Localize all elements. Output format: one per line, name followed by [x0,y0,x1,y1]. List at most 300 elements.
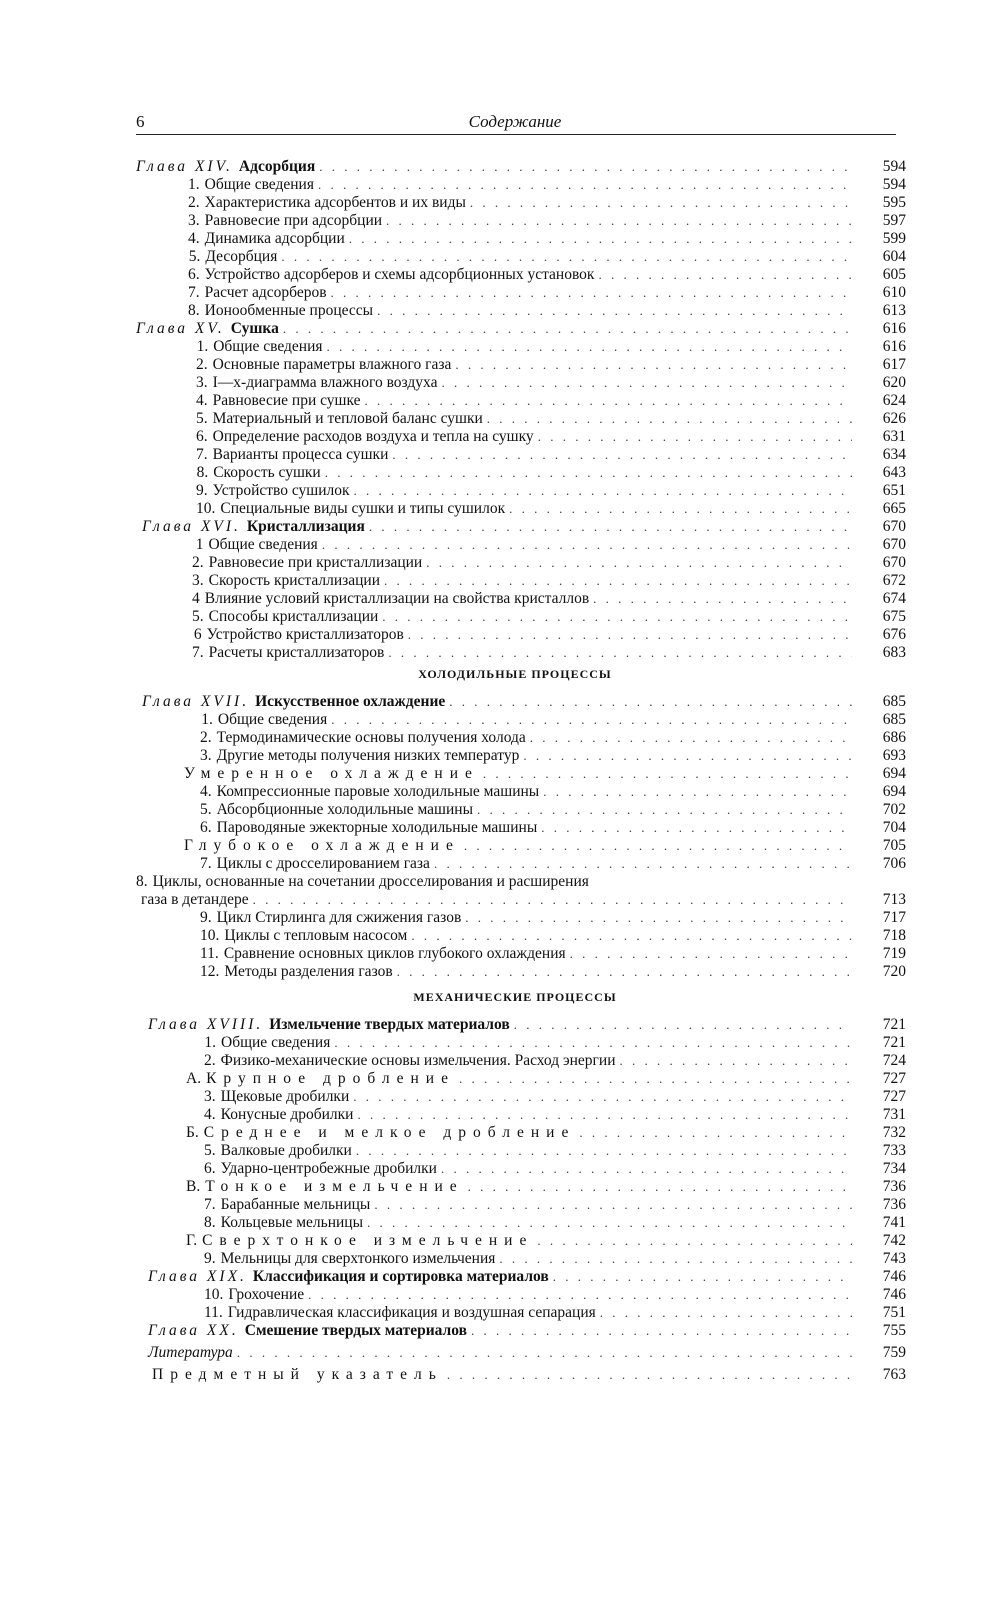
entry-title: Щековые дробилки [220,1088,350,1105]
page-number-ref: 721 [882,1034,906,1051]
subsection-letter: А. [186,1070,202,1087]
item-number: 11. [200,945,219,962]
toc-entry[interactable] [192,572,906,590]
page-number-ref: 674 [882,590,906,607]
dot-leader [369,518,852,536]
page-number-ref: 731 [882,1106,906,1123]
page-number-ref: 675 [882,608,906,625]
toc-entry[interactable] [196,374,906,392]
toc-entry[interactable] [196,338,906,356]
item-number: 3. [192,572,204,589]
dot-leader [434,855,852,873]
chapter-label: Глава XX. [148,1322,239,1339]
entry-title: Определение расходов воздуха и тепла на сушку [212,428,534,445]
entry-title: Расчет адсорберов [204,284,327,301]
dot-leader [530,729,852,747]
entry-title: Валковые дробилки [220,1142,352,1159]
chapter-title: Искусственное охлаждение [255,693,446,710]
entry-title: Сверхтонкое измельчение [202,1232,534,1249]
page-number-ref: 741 [882,1214,906,1231]
chapter-label: Глава XIX. [148,1268,247,1285]
item-number: 4. [200,783,212,800]
page-number-ref: 705 [882,837,906,854]
toc-entry[interactable] [152,1366,906,1384]
toc-entry[interactable] [196,392,906,410]
item-number: 9. [196,482,208,499]
entry-title: Крупное дробление [206,1070,455,1087]
page-number-ref: 670 [882,536,906,553]
toc-entry[interactable] [188,248,906,266]
toc-entry[interactable] [192,608,906,626]
entry-title: Умеренное охлаждение [184,765,479,782]
item-number: 7. [204,1196,216,1213]
item-number: 6. [188,266,200,283]
dot-leader [356,1142,852,1160]
entry-title: Тонкое измельчение [205,1178,464,1195]
toc-entry[interactable] [148,1344,906,1362]
section-heading-mechanical: МЕХАНИЧЕСКИЕ ПРОЦЕССЫ [413,990,617,1004]
item-number: 2. [192,554,204,571]
page-number-ref: 755 [882,1322,906,1339]
item-number: 4. [188,230,200,247]
toc-entry[interactable] [204,1196,906,1214]
entry-title: Предметный указатель [152,1366,443,1383]
page-number-ref: 719 [882,945,906,962]
chapter-title: Смешение твердых материалов [244,1322,467,1339]
page-number-ref: 594 [882,158,906,175]
dot-leader [382,608,852,626]
page-number-ref: 643 [882,464,906,481]
dot-leader [308,1286,852,1304]
toc-entry[interactable] [204,1250,906,1268]
item-number: 11. [204,1304,223,1321]
item-number: 3. [204,1088,216,1105]
item-number: 2. [188,194,200,211]
entry-title: Общие сведения [213,338,323,355]
toc-entry[interactable] [196,500,906,518]
dot-leader [447,1366,852,1384]
subsection-letter: Б. [186,1124,199,1141]
page-number-ref: 597 [882,212,906,229]
toc-entry[interactable] [142,693,906,711]
toc-entry[interactable] [136,158,906,176]
page-number-ref: 665 [882,500,906,517]
page-number-ref: 694 [882,783,906,800]
entry-title: Влияние условий кристаллизации на свойства кристаллов [204,590,590,607]
dot-leader [468,1178,852,1196]
page-number-ref: 724 [882,1052,906,1069]
entry-title: Ионообменные процессы [204,302,374,319]
dot-leader [441,374,852,392]
page-number-ref: 604 [882,248,906,265]
page-number-ref: 613 [882,302,906,319]
entry-title: Пароводяные эжекторные холодильные машины [216,819,538,836]
dot-leader [459,1070,852,1088]
toc-entry[interactable] [200,711,906,729]
entry-title: Глубокое охлаждение [184,837,460,854]
toc-entry[interactable] [200,747,906,765]
item-number: 12. [200,963,220,980]
page-number-ref: 702 [882,801,906,818]
entry-title: I—x-диаграмма влажного воздуха [212,374,438,391]
dot-leader [600,1304,852,1322]
entry-title: Конусные дробилки [220,1106,354,1123]
entry-title: Физико-механические основы измельчения. Расход энергии [220,1052,616,1069]
chapter-label: Глава XV. [136,320,225,337]
toc-entry[interactable] [204,1286,906,1304]
item-number: 1. [196,338,209,355]
page-number-ref: 694 [882,765,906,782]
dot-leader [408,626,852,644]
toc-entry[interactable] [188,302,906,320]
dot-leader [598,266,852,284]
toc-entry[interactable] [196,482,906,500]
entry-title: Другие методы получения низких температур [216,747,520,764]
toc-entry[interactable] [204,1088,906,1106]
item-number: 9. [200,909,212,926]
toc-entry[interactable] [200,945,906,963]
entry-title: Гидравлическая классификация и воздушная сепарация [227,1304,596,1321]
item-number: 10. [196,500,216,517]
item-number: 4. [204,1106,216,1123]
dot-leader [426,554,852,572]
page-number-ref: 717 [882,909,906,926]
dot-leader [449,693,852,711]
entry-title: Скорость кристаллизации [208,572,381,589]
page-number: 6 [136,112,145,131]
toc-entry[interactable] [136,873,906,891]
dot-leader [331,284,852,302]
page-number-ref: 704 [882,819,906,836]
entry-title: Общие сведения [208,536,318,553]
item-number: 4. [196,392,208,409]
toc-entry[interactable] [148,1268,906,1286]
entry-title: Циклы с тепловым насосом [224,927,408,944]
chapter-title: Классификация и сортировка материалов [252,1268,549,1285]
toc-entry[interactable] [200,819,906,837]
entry-title: Ударно-центробежные дробилки [220,1160,437,1177]
chapter-title: Сушка [230,320,279,337]
toc-entry[interactable] [196,464,906,482]
dot-leader [620,1052,852,1070]
entry-title: Циклы с дросселированием газа [216,855,430,872]
toc-entry[interactable] [186,1232,906,1250]
dot-leader [253,891,852,909]
entry-title: Основные параметры влажного газа [212,356,452,373]
entry-title: Среднее и мелкое дробление [203,1124,576,1141]
item-number: 1. [201,711,213,728]
item-number: 5. [200,801,212,818]
dot-leader [487,410,852,428]
toc-entry[interactable] [200,963,906,981]
item-number: 8. [196,464,209,481]
page-number-ref: 686 [882,729,906,746]
entry-title: Устройство адсорберов и схемы адсорбционных установок [204,266,595,283]
toc-entry[interactable] [196,356,906,374]
toc-entry[interactable] [192,590,906,608]
item-number: 8. [188,302,200,319]
page-number-ref: 727 [882,1088,906,1105]
toc-entry[interactable] [188,266,906,284]
dot-leader [374,1196,852,1214]
dot-leader [397,963,852,981]
item-number: 7. [200,855,212,872]
page-number-ref: 693 [882,747,906,764]
page-number-ref: 732 [882,1124,906,1141]
page-number-ref: 670 [882,518,906,535]
entry-title: Мельницы для сверхтонкого измельчения [220,1250,496,1267]
item-number: 1. [188,176,200,193]
item-number: 1. [204,1034,216,1051]
entry-title: Литература [148,1344,233,1361]
entry-title: Кольцевые мельницы [220,1214,363,1231]
page-number-ref: 727 [882,1070,906,1087]
toc-entry[interactable] [196,428,906,446]
dot-leader [543,783,852,801]
page-number-ref: 743 [882,1250,906,1267]
item-number: 6. [204,1160,216,1177]
dot-leader [281,248,852,266]
entry-title: Характеристика адсорбентов и их виды [204,194,466,211]
dot-leader [365,392,852,410]
page-number-ref: 759 [882,1344,906,1361]
page-number-ref: 751 [882,1304,906,1321]
toc-entry[interactable] [200,927,906,945]
dot-leader [470,194,852,212]
toc-entry[interactable] [192,644,906,662]
page-number-ref: 616 [882,338,906,355]
entry-title: Специальные виды сушки и типы сушилок [220,500,506,517]
item-number: 6. [196,428,208,445]
dot-leader [349,230,852,248]
page-number-ref: 620 [882,374,906,391]
toc-entry[interactable] [186,1178,906,1196]
item-number: 5. [188,248,201,265]
subsection-letter: В. [186,1178,201,1195]
dot-leader [334,1034,852,1052]
entry-title: Материальный и тепловой баланс сушки [212,410,483,427]
page-number-ref: 734 [882,1160,906,1177]
item-number: 7. [188,284,200,301]
page-number-ref: 595 [882,194,906,211]
toc-entry[interactable] [200,729,906,747]
page-number-ref: 746 [882,1268,906,1285]
item-number: 4 [192,590,200,607]
toc-entry-continuation[interactable] [141,891,906,909]
page-number-ref: 736 [882,1178,906,1195]
dot-leader [392,446,852,464]
chapter-label: Глава XVI. [142,518,241,535]
dot-leader [553,1268,852,1286]
chapter-label: Глава XVIII. [148,1016,264,1033]
toc-entry[interactable] [136,320,906,338]
dot-leader [541,819,852,837]
page-number-ref: 713 [882,891,906,908]
dot-leader [357,1106,852,1124]
toc-entry[interactable] [200,909,906,927]
toc-entry[interactable] [204,1106,906,1124]
toc-entry[interactable] [188,194,906,212]
item-number: 6. [200,819,212,836]
chapter-label: Глава XVII. [142,693,250,710]
dot-leader [237,1344,852,1362]
item-number: 2. [200,729,212,746]
dot-leader [509,500,852,518]
chapter-title: Адсорбция [238,158,316,175]
toc-entry[interactable] [184,837,906,855]
toc-entry[interactable] [188,176,906,194]
page-number-ref: 624 [882,392,906,409]
entry-title: Общие сведения [221,1034,331,1051]
toc-entry[interactable] [148,1322,906,1340]
page-number-ref: 746 [882,1286,906,1303]
chapter-label: Глава XIV. [136,158,233,175]
toc-entry[interactable] [184,765,906,783]
dot-leader [538,428,852,446]
dot-leader [514,1016,852,1034]
page-number-ref: 742 [882,1232,906,1249]
entry-title: Методы разделения газов [224,963,393,980]
page-number-ref: 610 [882,284,906,301]
dot-leader [386,212,852,230]
toc-entry[interactable] [200,801,906,819]
dot-leader [455,356,852,374]
item-number: 5. [192,608,204,625]
item-number: 3. [200,747,212,764]
item-number: 5. [204,1142,216,1159]
entry-title: Равновесие при адсорбции [204,212,383,229]
entry-title: Способы кристаллизации [208,608,379,625]
page-number-ref: 651 [882,482,906,499]
header-rule [136,134,896,135]
page-number-ref: 718 [882,927,906,944]
dot-leader [327,338,852,356]
entry-title: газа в детандере [141,891,249,908]
toc-entry[interactable] [192,554,906,572]
page-number-ref: 605 [882,266,906,283]
dot-leader [537,1232,852,1250]
dot-leader [325,464,852,482]
page-number-ref: 733 [882,1142,906,1159]
page-number-ref: 626 [882,410,906,427]
toc-entry[interactable] [200,855,906,873]
item-number: 7. [196,446,208,463]
page-number-ref: 720 [882,963,906,980]
section-heading-refrigeration: ХОЛОДИЛЬНЫЕ ПРОЦЕССЫ [418,667,612,681]
page-number-ref: 670 [882,554,906,571]
dot-leader [579,1124,852,1142]
dot-leader [465,909,852,927]
page-number-ref: 721 [882,1016,906,1033]
dot-leader [388,644,852,662]
dot-leader [331,711,852,729]
page-number-ref: 672 [882,572,906,589]
toc-entry[interactable] [192,536,906,554]
toc-entry[interactable] [204,1304,906,1322]
page-header [136,112,894,134]
dot-leader [384,572,852,590]
entry-title: Барабанные мельницы [220,1196,371,1213]
dot-leader [523,747,852,765]
page-number-ref: 599 [882,230,906,247]
toc-entry[interactable] [186,1070,906,1088]
dot-leader [477,801,852,819]
page-number-ref: 706 [882,855,906,872]
page-number-ref: 763 [882,1366,906,1383]
entry-title: Равновесие при кристаллизации [208,554,423,571]
entry-title: Грохочение [228,1286,305,1303]
dot-leader [354,482,852,500]
page-number-ref: 634 [882,446,906,463]
toc-entry[interactable] [200,783,906,801]
item-number: 6 [193,626,202,643]
dot-leader [593,590,852,608]
item-number: 1 [195,536,204,553]
dot-leader [483,765,852,783]
toc-entry[interactable] [142,518,906,536]
item-number: 7. [192,644,204,661]
entry-title: Расчеты кристаллизаторов [208,644,385,661]
entry-title: Десорбция [205,248,278,265]
entry-title: Общие сведения [217,711,328,728]
toc-entry[interactable] [204,1034,906,1052]
toc-entry[interactable] [204,1214,906,1232]
dot-leader [318,176,852,194]
entry-title: Скорость сушки [213,464,321,481]
chapter-title: Кристаллизация [246,518,365,535]
dot-leader [283,320,852,338]
dot-leader [322,536,852,554]
page-number-ref: 736 [882,1196,906,1213]
dot-leader [499,1250,852,1268]
item-number: 8. [204,1214,216,1231]
dot-leader [570,945,852,963]
item-number: 9. [204,1250,216,1267]
toc-entry[interactable] [196,446,906,464]
entry-title: Циклы, основанные на сочетании дросселирования и расширения [152,873,589,890]
toc-entry[interactable] [188,212,906,230]
toc-entry[interactable] [188,230,906,248]
toc-entry[interactable] [204,1052,906,1070]
toc-entry[interactable] [196,410,906,428]
page-number-ref: 683 [882,644,906,661]
item-number: 5. [196,410,208,427]
item-number: 10. [204,1286,224,1303]
toc-entry[interactable] [188,284,906,302]
entry-title: Абсорбционные холодильные машины [216,801,473,818]
toc-entry[interactable] [186,1124,906,1142]
chapter-title: Измельчение твердых материалов [269,1016,510,1033]
dot-leader [353,1088,852,1106]
toc-entry[interactable] [204,1160,906,1178]
toc-entry[interactable] [204,1142,906,1160]
dot-leader [377,302,852,320]
entry-title: Равновесие при сушке [212,392,361,409]
dot-leader [319,158,852,176]
toc-entry[interactable] [148,1016,906,1034]
entry-title: Компрессионные паровые холодильные машины [216,783,540,800]
entry-title: Варианты процесса сушки [212,446,389,463]
dot-leader [441,1160,852,1178]
page-number-ref: 616 [882,320,906,337]
item-number: 2. [204,1052,216,1069]
dot-leader [367,1214,852,1232]
toc-entry[interactable] [192,626,906,644]
item-number: 8. [136,873,148,890]
item-number: 2. [196,356,208,373]
page-number-ref: 631 [882,428,906,445]
page-number-ref: 594 [882,176,906,193]
